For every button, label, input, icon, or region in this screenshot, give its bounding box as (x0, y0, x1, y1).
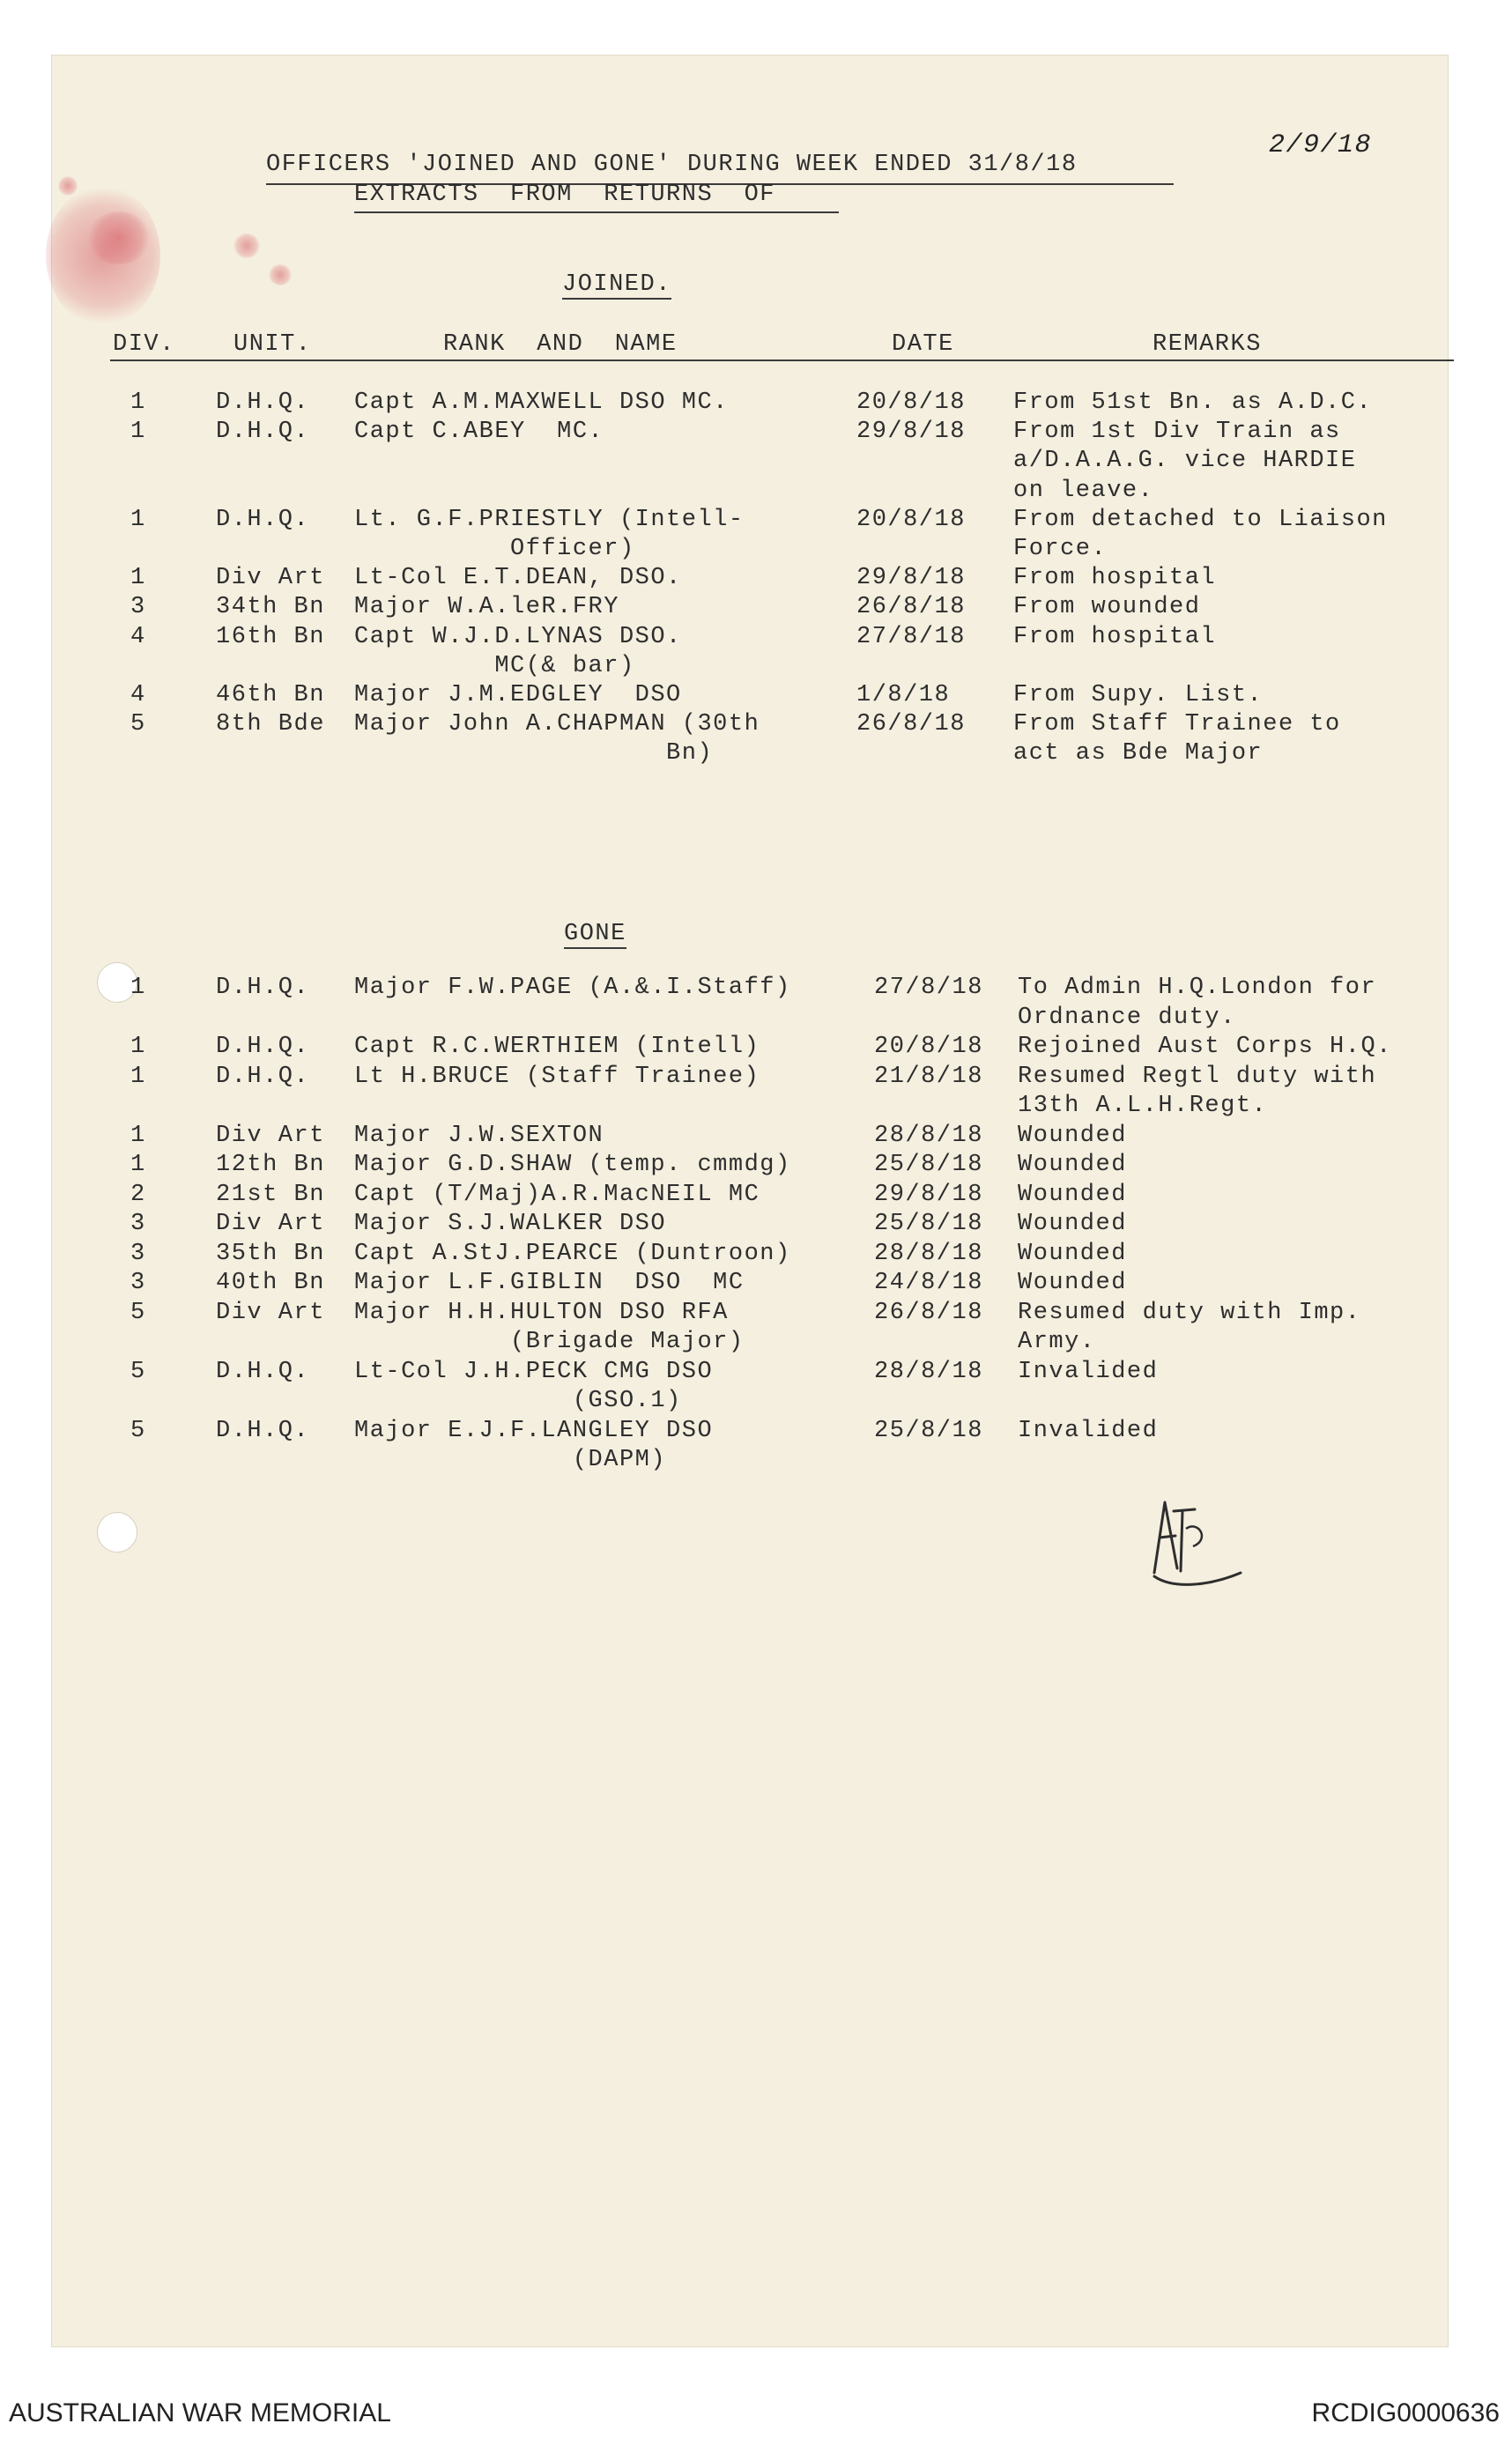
cell-rank-name: Major G.D.SHAW (temp. cmmdg) (354, 1152, 791, 1178)
cell-rank-name: MC(& bar) (354, 652, 635, 679)
cell-div: 3 (130, 594, 146, 621)
cell-unit: D.H.Q. (216, 1358, 310, 1385)
cell-div: 5 (130, 711, 146, 738)
cell-rank-name: Bn) (354, 740, 714, 767)
cell-remarks: Wounded (1018, 1211, 1127, 1237)
cell-rank-name: Lt. G.F.PRIESTLY (Intell- (354, 506, 745, 533)
cell-unit: D.H.Q. (216, 1417, 310, 1444)
column-header-unit: UNIT. (233, 331, 312, 358)
cell-date: 27/8/18 (874, 975, 983, 1001)
column-header-rank-name: RANK AND NAME (443, 331, 678, 358)
red-stain (233, 233, 260, 258)
cell-remarks: Resumed Regtl duty with (1018, 1063, 1377, 1090)
cell-date: 26/8/18 (856, 711, 966, 738)
cell-remarks: 13th A.L.H.Regt. (1018, 1093, 1268, 1119)
cell-remarks: From hospital (1013, 623, 1217, 650)
cell-remarks: Wounded (1018, 1240, 1127, 1267)
cell-date: 21/8/18 (874, 1063, 983, 1090)
cell-date: 25/8/18 (874, 1211, 983, 1237)
cell-date: 20/8/18 (856, 506, 966, 533)
cell-date: 29/8/18 (856, 419, 966, 446)
cell-div: 5 (130, 1417, 146, 1444)
cell-rank-name: Capt (T/Maj)A.R.MacNEIL MC (354, 1181, 760, 1208)
cell-rank-name: Officer) (354, 536, 635, 562)
cell-rank-name: Major F.W.PAGE (A.&.I.Staff) (354, 975, 791, 1001)
cell-remarks: Wounded (1018, 1122, 1127, 1149)
cell-unit: Div Art (216, 565, 325, 592)
document-subtitle: EXTRACTS FROM RETURNS OF (354, 182, 775, 208)
gone-heading: GONE (564, 921, 626, 947)
cell-div: 4 (130, 682, 146, 708)
cell-unit: Div Art (216, 1122, 325, 1149)
cell-date: 26/8/18 (874, 1299, 983, 1326)
cell-rank-name: Capt A.M.MAXWELL DSO MC. (354, 389, 729, 416)
signature-initials (1137, 1485, 1251, 1599)
cell-remarks: From hospital (1013, 565, 1217, 592)
cell-remarks: Resumed duty with Imp. (1018, 1299, 1361, 1326)
cell-div: 4 (130, 623, 146, 650)
cell-div: 1 (130, 389, 146, 416)
cell-date: 29/8/18 (874, 1181, 983, 1208)
cell-rank-name: Major H.H.HULTON DSO RFA (354, 1299, 729, 1326)
subtitle-underline (354, 211, 839, 213)
punch-hole (97, 1512, 137, 1553)
cell-rank-name: Major John A.CHAPMAN (30th (354, 711, 760, 738)
cell-rank-name: Capt R.C.WERTHIEM (Intell) (354, 1034, 760, 1060)
cell-remarks: From 1st Div Train as (1013, 419, 1341, 446)
cell-remarks: To Admin H.Q.London for (1018, 975, 1377, 1001)
cell-rank-name: Lt H.BRUCE (Staff Trainee) (354, 1063, 760, 1090)
cell-unit: 12th Bn (216, 1152, 325, 1178)
cell-rank-name: Major E.J.F.LANGLEY DSO (354, 1417, 714, 1444)
cell-remarks: Wounded (1018, 1270, 1127, 1296)
cell-rank-name: Capt W.J.D.LYNAS DSO. (354, 623, 682, 650)
cell-remarks: Wounded (1018, 1152, 1127, 1178)
cell-remarks: Ordnance duty. (1018, 1004, 1236, 1031)
cell-rank-name: Lt-Col J.H.PECK CMG DSO (354, 1358, 714, 1385)
cell-div: 3 (130, 1240, 146, 1267)
cell-date: 24/8/18 (874, 1270, 983, 1296)
cell-remarks: From Supy. List. (1013, 682, 1264, 708)
cell-unit: D.H.Q. (216, 506, 310, 533)
cell-div: 1 (130, 1122, 146, 1149)
cell-unit: Div Art (216, 1299, 325, 1326)
cell-rank-name: Major J.M.EDGLEY DSO (354, 682, 682, 708)
cell-unit: D.H.Q. (216, 975, 310, 1001)
cell-unit: 34th Bn (216, 594, 325, 621)
cell-div: 1 (130, 1063, 146, 1090)
cell-div: 2 (130, 1181, 146, 1208)
cell-div: 1 (130, 1152, 146, 1178)
cell-remarks: Invalided (1018, 1358, 1159, 1385)
cell-rank-name: Lt-Col E.T.DEAN, DSO. (354, 565, 682, 592)
cell-rank-name: Capt C.ABEY MC. (354, 419, 604, 446)
document-title: OFFICERS 'JOINED AND GONE' DURING WEEK ENDED 31/8/18 (266, 152, 1078, 178)
cell-div: 5 (130, 1358, 146, 1385)
cell-rank-name: (DAPM) (354, 1447, 667, 1473)
cell-remarks: From Staff Trainee to (1013, 711, 1341, 738)
cell-div: 1 (130, 1034, 146, 1060)
cell-date: 25/8/18 (874, 1152, 983, 1178)
footer-id: RCDIG0000636 (1311, 2398, 1500, 2427)
cell-date: 27/8/18 (856, 623, 966, 650)
cell-remarks: From 51st Bn. as A.D.C. (1013, 389, 1373, 416)
cell-date: 26/8/18 (856, 594, 966, 621)
cell-remarks: Force. (1013, 536, 1108, 562)
red-stain (269, 264, 292, 285)
cell-rank-name: Capt A.StJ.PEARCE (Duntroon) (354, 1240, 791, 1267)
cell-date: 20/8/18 (856, 389, 966, 416)
cell-div: 1 (130, 975, 146, 1001)
cell-unit: 46th Bn (216, 682, 325, 708)
column-header-remarks: REMARKS (1153, 331, 1262, 358)
cell-div: 1 (130, 419, 146, 446)
cell-div: 3 (130, 1270, 146, 1296)
cell-rank-name: Major W.A.leR.FRY (354, 594, 619, 621)
cell-rank-name: (GSO.1) (354, 1388, 682, 1414)
joined-heading: JOINED. (562, 271, 671, 298)
red-stain (88, 211, 150, 264)
cell-remarks: act as Bde Major (1013, 740, 1264, 767)
cell-rank-name: Major S.J.WALKER DSO (354, 1211, 667, 1237)
cell-date: 20/8/18 (874, 1034, 983, 1060)
cell-unit: 16th Bn (216, 623, 325, 650)
cell-date: 1/8/18 (856, 682, 951, 708)
cell-div: 5 (130, 1299, 146, 1326)
cell-remarks: Invalided (1018, 1417, 1159, 1444)
cell-rank-name: Major J.W.SEXTON (354, 1122, 604, 1149)
cell-unit: D.H.Q. (216, 389, 310, 416)
cell-unit: 35th Bn (216, 1240, 325, 1267)
header-rule (110, 359, 1454, 361)
cell-div: 3 (130, 1211, 146, 1237)
cell-rank-name: Major L.F.GIBLIN DSO MC (354, 1270, 745, 1296)
red-stain (58, 176, 78, 196)
cell-date: 28/8/18 (874, 1240, 983, 1267)
cell-remarks: From wounded (1013, 594, 1201, 621)
cell-remarks: Wounded (1018, 1181, 1127, 1208)
footer-source: AUSTRALIAN WAR MEMORIAL (9, 2398, 391, 2427)
cell-remarks: a/D.A.A.G. vice HARDIE (1013, 448, 1357, 475)
cell-date: 28/8/18 (874, 1122, 983, 1149)
cell-date: 28/8/18 (874, 1358, 983, 1385)
cell-unit: 8th Bde (216, 711, 325, 738)
cell-remarks: Rejoined Aust Corps H.Q. (1018, 1034, 1392, 1060)
column-header-date: DATE (892, 331, 954, 358)
cell-unit: D.H.Q. (216, 1034, 310, 1060)
cell-unit: 40th Bn (216, 1270, 325, 1296)
column-header-div: DIV. (113, 331, 175, 358)
cell-date: 25/8/18 (874, 1417, 983, 1444)
cell-remarks: Army. (1018, 1329, 1096, 1355)
cell-unit: 21st Bn (216, 1181, 325, 1208)
cell-unit: D.H.Q. (216, 419, 310, 446)
cell-remarks: on leave. (1013, 477, 1154, 504)
cell-rank-name: (Brigade Major) (354, 1329, 745, 1355)
corner-note: 2/9/18 (1269, 130, 1373, 160)
cell-div: 1 (130, 565, 146, 592)
cell-date: 29/8/18 (856, 565, 966, 592)
cell-unit: Div Art (216, 1211, 325, 1237)
cell-div: 1 (130, 506, 146, 533)
cell-unit: D.H.Q. (216, 1063, 310, 1090)
cell-remarks: From detached to Liaison (1013, 506, 1388, 533)
